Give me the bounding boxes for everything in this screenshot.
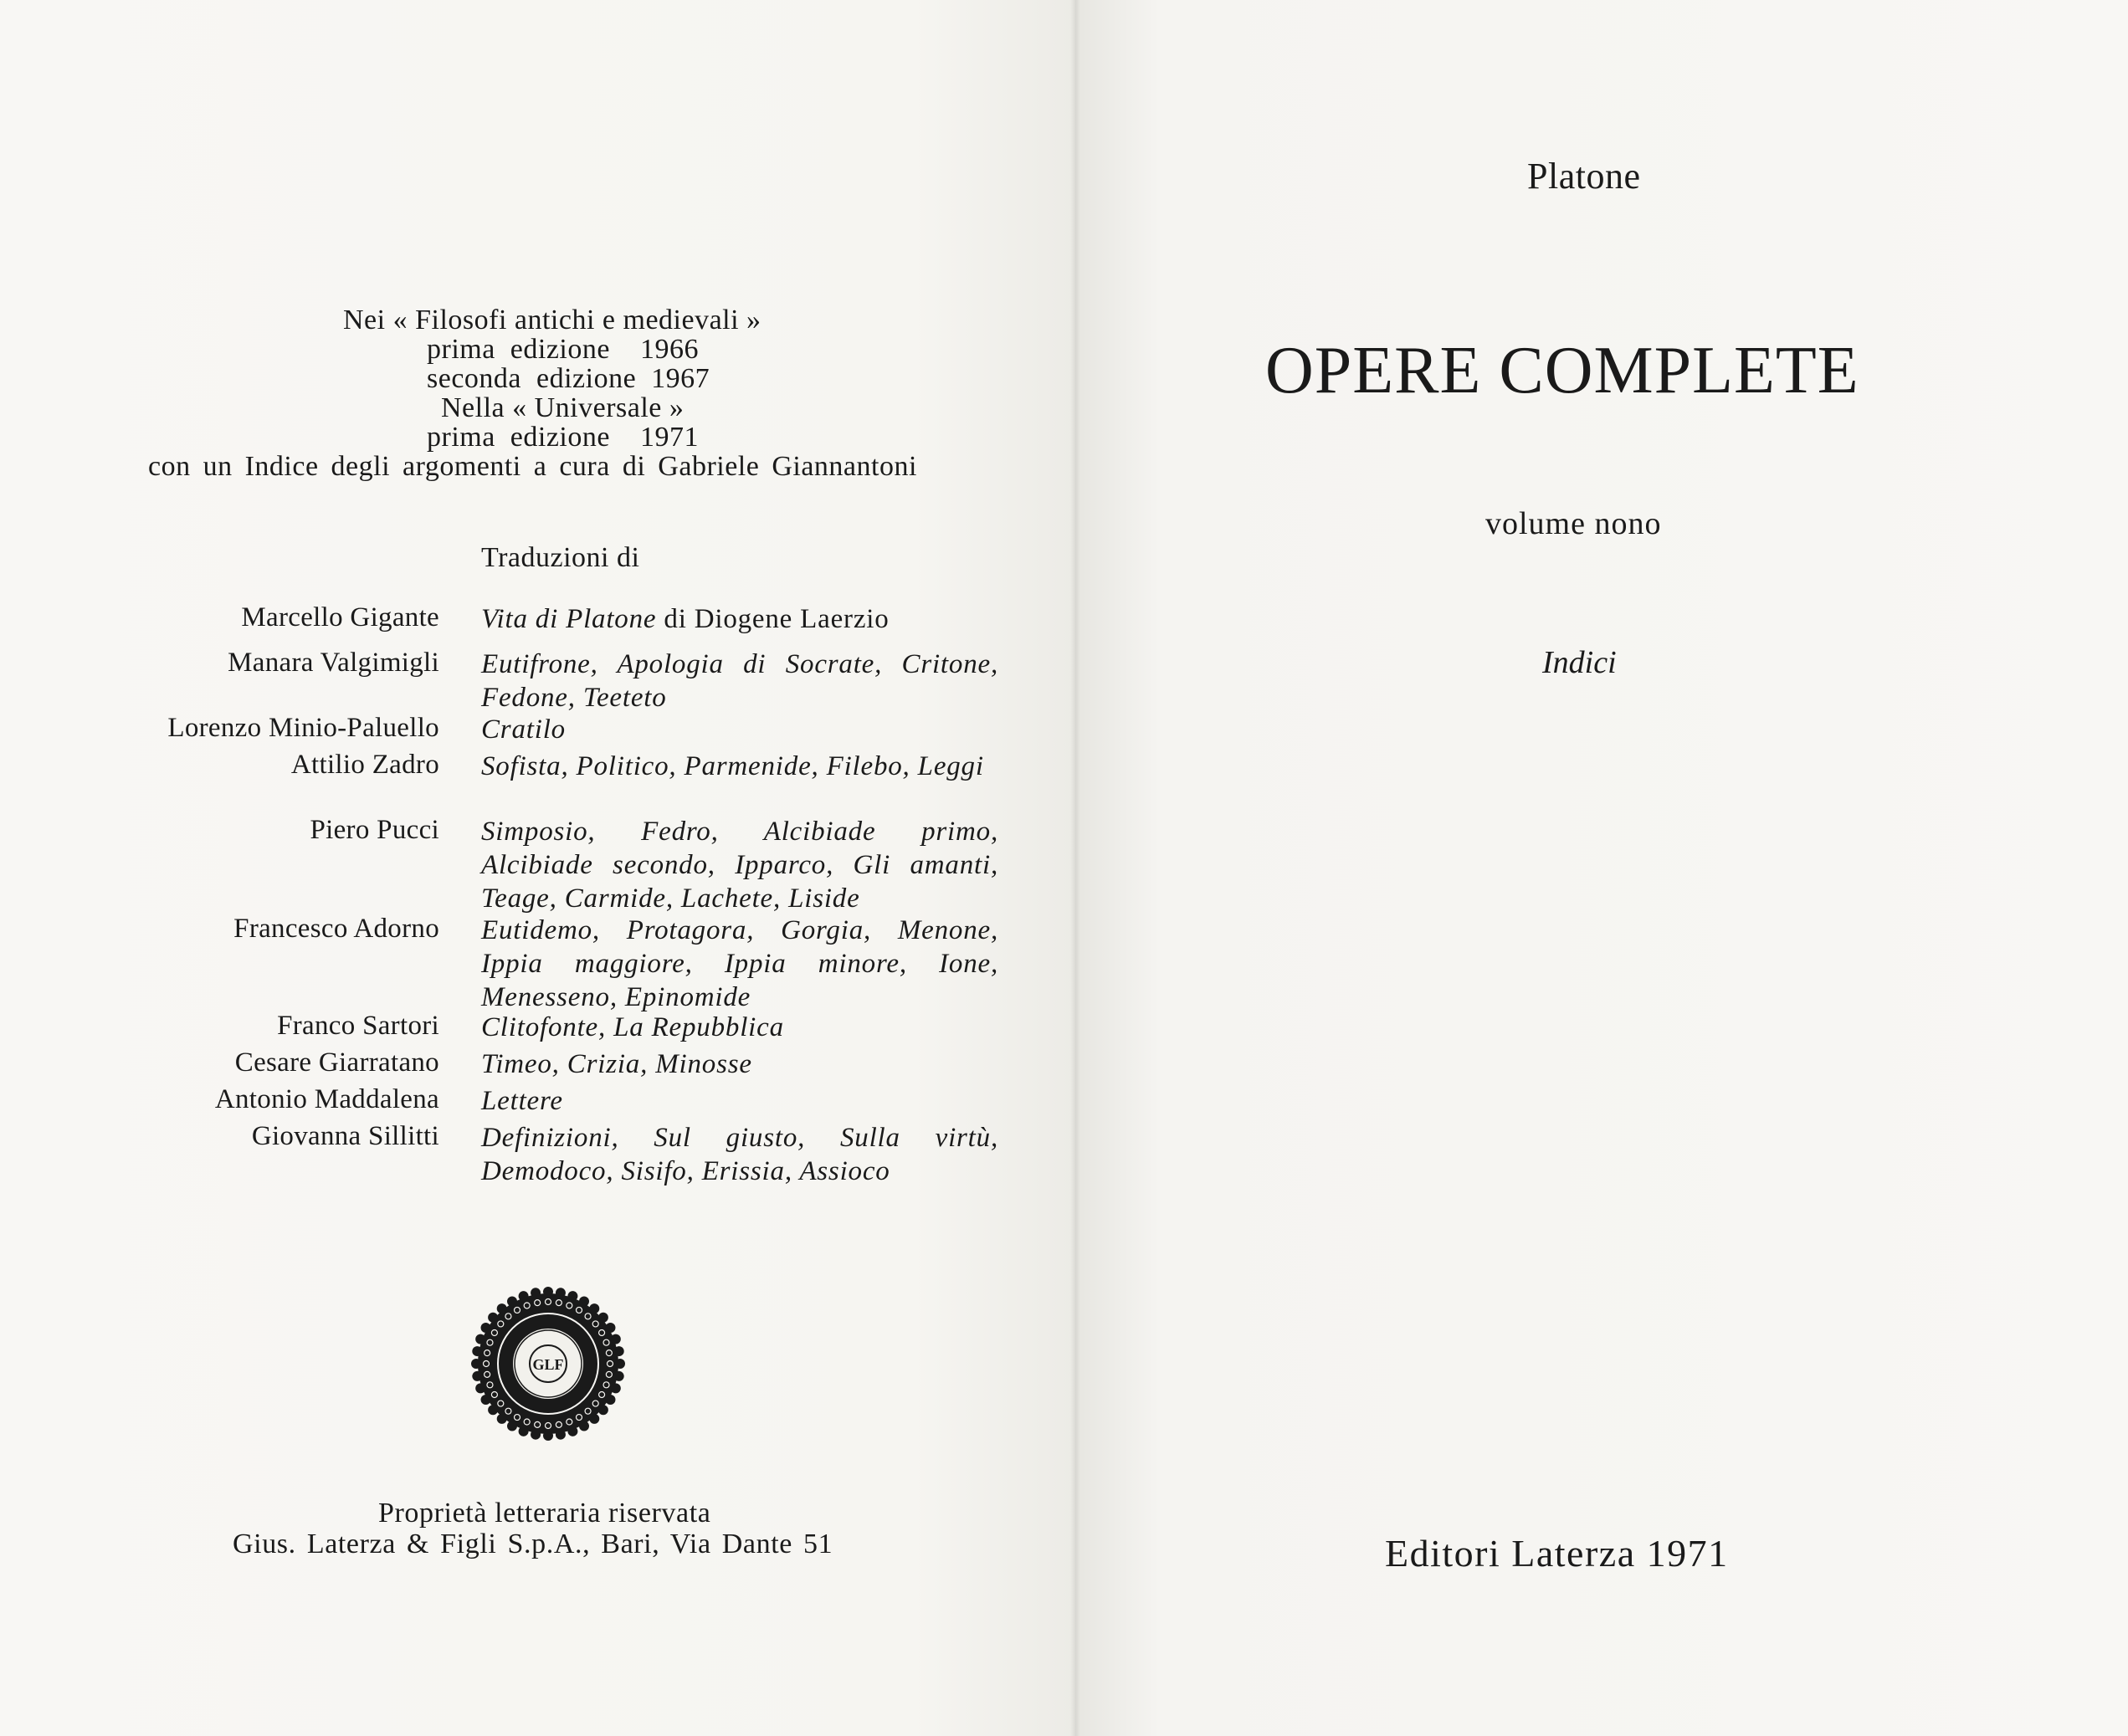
translated-works-italic: Vita di Platone (481, 604, 657, 634)
translator-name: Francesco Adorno (233, 914, 439, 944)
logo-scallop (475, 1383, 485, 1393)
translated-works: Definizioni, Sul giusto, Sulla virtù, Demodoco, Sisifo, Erissia, Assioco (481, 1123, 998, 1186)
logo-scallop (567, 1426, 577, 1436)
edition-line: prima edizione 1971 (427, 422, 699, 453)
logo-scallop (531, 1288, 541, 1298)
logo-scallop (488, 1405, 498, 1415)
translator-name: Marcello Gigante (241, 602, 439, 632)
translator-name: Piero Pucci (310, 815, 439, 845)
logo-scallop (598, 1405, 608, 1415)
logo-scallop (481, 1395, 491, 1405)
logo-scallop (519, 1291, 529, 1301)
translator-name: Antonio Maddalena (214, 1084, 439, 1114)
book-gutter (1070, 0, 1080, 1736)
logo-scallop (614, 1371, 624, 1381)
edition-line: Nei « Filosofi antichi e medievali » (343, 305, 761, 335)
translated-works: Lettere (481, 1086, 563, 1116)
logo-scallop (475, 1334, 485, 1344)
logo-scallop (531, 1430, 541, 1440)
translations-heading: Traduzioni di (481, 542, 640, 573)
logo-scallop (589, 1303, 599, 1314)
edition-line: prima edizione 1966 (427, 334, 699, 365)
logo-scallop (507, 1297, 517, 1307)
logo-scallop (472, 1346, 482, 1356)
logo-scallop (556, 1430, 566, 1440)
logo-scallop (488, 1313, 498, 1323)
translated-works: Clitofonte, La Repubblica (481, 1012, 784, 1042)
book-title: OPERE COMPLETE (1265, 334, 1859, 407)
logo-scallop (598, 1313, 608, 1323)
logo-scallop (567, 1291, 577, 1301)
translator-name: Attilio Zadro (290, 750, 439, 780)
translator-name: Manara Valgimigli (228, 648, 439, 678)
logo-monogram: GLF (532, 1356, 564, 1373)
logo-scallop (497, 1414, 507, 1424)
translator-name: Lorenzo Minio-Paluello (167, 713, 439, 743)
logo-scallop (615, 1359, 625, 1369)
logo-scallop (611, 1334, 621, 1344)
logo-scallop (543, 1431, 553, 1441)
rights-line: Proprietà letteraria riservata (378, 1498, 711, 1529)
logo-scallop (507, 1421, 517, 1431)
right-page (1075, 0, 2128, 1736)
logo-scallop (579, 1297, 589, 1307)
publisher-address: Gius. Laterza & Figli S.p.A., Bari, Via Dante 51 (233, 1529, 833, 1559)
publisher-logo-icon (469, 1284, 628, 1443)
logo-scallop (611, 1383, 621, 1393)
translated-works: Cratilo (481, 714, 566, 745)
logo-scallop (497, 1303, 507, 1314)
translator-name: Giovanna Sillitti (251, 1121, 439, 1151)
logo-scallop (605, 1323, 615, 1333)
publisher-imprint: Editori Laterza 1971 (1385, 1532, 1729, 1575)
volume-subtitle: Indici (1542, 645, 1617, 680)
logo-scallop (556, 1288, 566, 1298)
author-name: Platone (1527, 156, 1641, 197)
translated-works: Timeo, Crizia, Minosse (481, 1049, 752, 1079)
translated-works-roman: di Diogene Laerzio (656, 604, 890, 634)
logo-scallop (519, 1426, 529, 1436)
edition-line: Nella « Universale » (441, 392, 685, 423)
logo-scallop (605, 1395, 615, 1405)
translator-name: Cesare Giarratano (234, 1047, 439, 1078)
translated-works: Simposio, Fedro, Alcibiade primo, Alcibiade secondo, Ipparco, Gli amanti, Teage, Carmide, Lachete, Liside (481, 817, 998, 914)
translated-works: Sofista, Politico, Parmenide, Filebo, Leggi (481, 751, 984, 781)
edition-line: con un Indice degli argomenti a cura di Gabriele Giannantoni (148, 451, 917, 482)
logo-scallop (472, 1371, 482, 1381)
logo-scallop (614, 1346, 624, 1356)
translated-works (481, 602, 998, 636)
volume-label: volume nono (1485, 506, 1662, 541)
logo-scallop (543, 1287, 553, 1297)
logo-scallop (471, 1359, 481, 1369)
logo-scallop (481, 1323, 491, 1333)
translated-works: Eutidemo, Protagora, Gorgia, Menone, Ippia maggiore, Ippia minore, Ione, Menesseno, Epinomide (481, 915, 998, 1012)
logo-scallop (579, 1421, 589, 1431)
logo-scallop (589, 1414, 599, 1424)
translated-works: Eutifrone, Apologia di Socrate, Critone, Fedone, Teeteto (481, 649, 998, 713)
translator-name: Franco Sartori (277, 1011, 439, 1041)
edition-line: seconda edizione 1967 (427, 363, 710, 394)
